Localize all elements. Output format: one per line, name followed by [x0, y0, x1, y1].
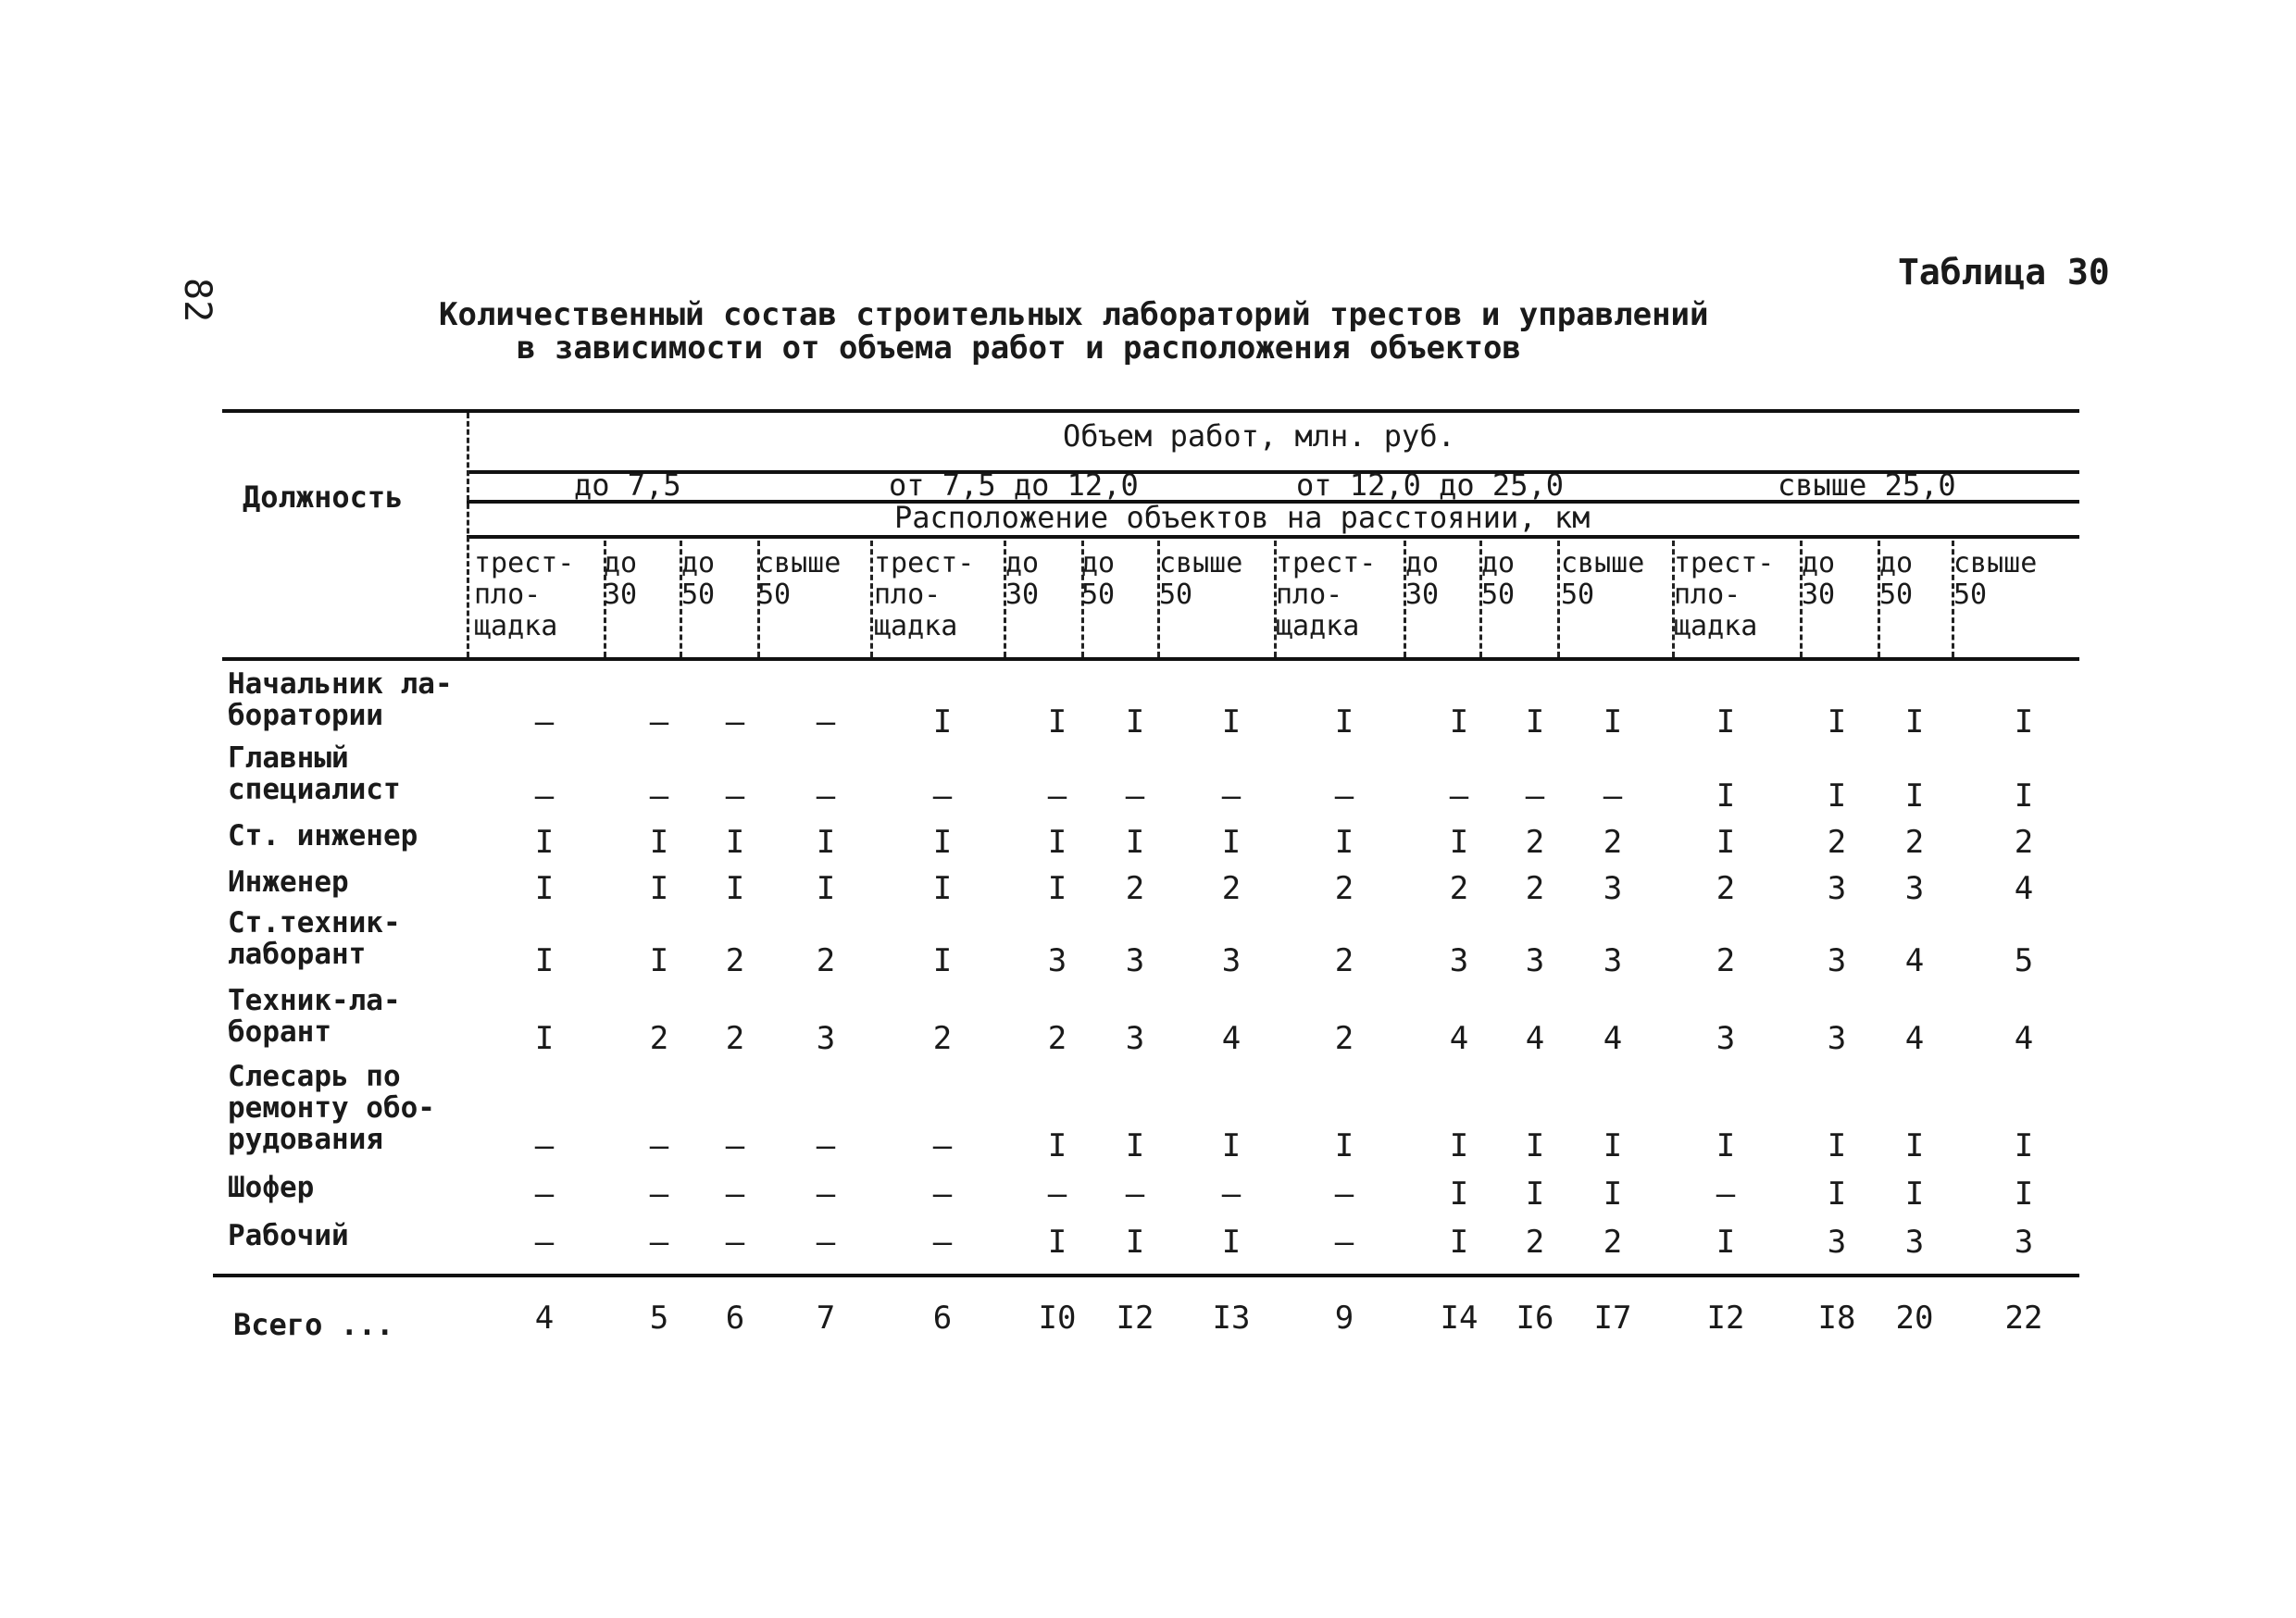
- distance-column-header: до 30: [1405, 547, 1440, 611]
- row-label: Слесарь по ремонту обо- рудования: [228, 1060, 435, 1156]
- table-cell: –: [932, 778, 953, 815]
- table-cell: –: [1603, 778, 1623, 815]
- table-cell: 2: [1125, 870, 1145, 907]
- table-cell: –: [534, 778, 555, 815]
- table-cell: I: [1125, 824, 1145, 861]
- table-cell: 3: [1047, 942, 1067, 979]
- table-cell: 3: [1716, 1020, 1736, 1057]
- table-cell: I: [1047, 824, 1067, 861]
- table-cell: I: [2014, 1176, 2034, 1213]
- table-cell: 2: [1334, 1020, 1354, 1057]
- table-cell: –: [649, 1224, 669, 1261]
- table-cell: 3: [1525, 942, 1545, 979]
- distance-column-header: трест- пло- щадка: [1276, 547, 1377, 642]
- table-cell: 2: [1716, 870, 1736, 907]
- table-cell: 2: [725, 942, 745, 979]
- table-cell: 3: [1827, 870, 1847, 907]
- table-cell: –: [725, 1176, 745, 1213]
- table-cell: I: [1716, 1127, 1736, 1164]
- table-cell: I: [1047, 1224, 1067, 1261]
- table-cell: 3: [1904, 1224, 1925, 1261]
- table-cell: 2: [1047, 1020, 1067, 1057]
- table-cell: I: [1221, 824, 1242, 861]
- table-cell: –: [1125, 1176, 1145, 1213]
- table-cell: –: [534, 1127, 555, 1164]
- table-cell: 2: [1904, 824, 1925, 861]
- total-cell: I4: [1440, 1300, 1479, 1337]
- table-cell: I: [1449, 1224, 1469, 1261]
- table-cell: I: [1125, 1127, 1145, 1164]
- table-cell: –: [1221, 778, 1242, 815]
- table-cell: I: [1716, 1224, 1736, 1261]
- page-number: 82: [176, 278, 218, 323]
- table-cell: I: [649, 942, 669, 979]
- location-bottom-rule: [467, 535, 2079, 539]
- table-cell: I: [1125, 703, 1145, 741]
- table-cell: 2: [1221, 870, 1242, 907]
- distance-column-header: свыше 50: [1159, 547, 1243, 611]
- distance-column-header: до 30: [604, 547, 638, 611]
- distance-column-header: трест- пло- щадка: [1674, 547, 1775, 642]
- table-cell: I: [932, 870, 953, 907]
- table-title-line-1: Количественный состав строительных лабораторий трестов и управлений: [439, 296, 1709, 333]
- row-label: Начальник ла- боратории: [228, 667, 453, 732]
- table-cell: 3: [1603, 870, 1623, 907]
- table-cell: –: [932, 1127, 953, 1164]
- table-cell: I: [649, 870, 669, 907]
- table-cell: –: [1047, 1176, 1067, 1213]
- location-header: Расположение объектов на расстоянии, км: [894, 500, 1591, 535]
- table-cell: I: [1603, 703, 1623, 741]
- total-cell: I7: [1593, 1300, 1632, 1337]
- header-bottom-rule: [222, 657, 2079, 661]
- table-cell: –: [816, 1224, 836, 1261]
- position-column-header: Должность: [243, 479, 404, 515]
- table-cell: –: [816, 1127, 836, 1164]
- table-cell: –: [534, 703, 555, 741]
- total-cell: 9: [1334, 1300, 1354, 1337]
- row-label: Рабочий: [228, 1219, 349, 1252]
- table-cell: 4: [1525, 1020, 1545, 1057]
- table-cell: –: [725, 1224, 745, 1261]
- total-cell: I2: [1706, 1300, 1745, 1337]
- table-cell: I: [2014, 703, 2034, 741]
- distance-column-header: свыше 50: [1953, 547, 2038, 611]
- table-cell: I: [1221, 1127, 1242, 1164]
- table-cell: 2: [1716, 942, 1736, 979]
- table-cell: I: [1716, 824, 1736, 861]
- table-cell: I: [932, 942, 953, 979]
- table-cell: I: [534, 942, 555, 979]
- table-cell: –: [816, 1176, 836, 1213]
- table-cell: –: [1449, 778, 1469, 815]
- total-cell: 6: [932, 1300, 953, 1337]
- total-cell: I2: [1116, 1300, 1154, 1337]
- table-cell: I: [1904, 1176, 1925, 1213]
- table-cell: 2: [1449, 870, 1469, 907]
- row-label: Техник-ла- борант: [228, 984, 401, 1049]
- distance-column-header: до 30: [1802, 547, 1836, 611]
- table-cell: I: [1525, 703, 1545, 741]
- table-cell: I: [1716, 778, 1736, 815]
- table-cell: 2: [1603, 1224, 1623, 1261]
- table-cell: I: [1221, 703, 1242, 741]
- volume-group-3: от 12,0 до 25,0: [1296, 467, 1564, 503]
- volume-header: Объем работ, млн. руб.: [1063, 418, 1455, 454]
- table-cell: 3: [1827, 942, 1847, 979]
- table-cell: –: [725, 778, 745, 815]
- row-label: Шофер: [228, 1171, 315, 1204]
- table-cell: I: [1449, 1127, 1469, 1164]
- table-cell: I: [1334, 1127, 1354, 1164]
- table-cell: –: [1525, 778, 1545, 815]
- table-cell: –: [649, 778, 669, 815]
- table-cell: –: [1334, 1224, 1354, 1261]
- total-cell: 5: [649, 1300, 669, 1337]
- table-cell: 4: [1904, 942, 1925, 979]
- table-cell: I: [534, 824, 555, 861]
- row-label: Ст. инженер: [228, 819, 418, 853]
- table-cell: I: [1525, 1127, 1545, 1164]
- table-cell: 2: [816, 942, 836, 979]
- total-label: Всего ...: [233, 1307, 394, 1342]
- distance-column-header: до 50: [681, 547, 716, 611]
- volume-group-2: от 7,5 до 12,0: [889, 467, 1139, 503]
- table-cell: I: [1827, 703, 1847, 741]
- table-cell: –: [816, 703, 836, 741]
- table-cell: I: [1603, 1176, 1623, 1213]
- table-cell: 2: [1334, 870, 1354, 907]
- table-cell: I: [1334, 824, 1354, 861]
- table-cell: I: [725, 824, 745, 861]
- table-cell: –: [1716, 1176, 1736, 1213]
- table-cell: I: [1449, 824, 1469, 861]
- row-label: Ст.техник- лаборант: [228, 906, 401, 971]
- table-cell: 2: [725, 1020, 745, 1057]
- column-rule: [1557, 541, 1560, 657]
- table-number: Таблица 30: [1898, 252, 2110, 292]
- total-cell: I6: [1516, 1300, 1554, 1337]
- total-top-rule: [213, 1274, 2079, 1277]
- total-cell: 22: [2004, 1300, 2043, 1337]
- table-cell: 4: [2014, 1020, 2034, 1057]
- table-cell: I: [1449, 703, 1469, 741]
- stub-column-rule: [467, 413, 469, 657]
- table-cell: I: [1334, 703, 1354, 741]
- table-cell: 4: [1904, 1020, 1925, 1057]
- table-cell: –: [534, 1176, 555, 1213]
- table-cell: –: [932, 1224, 953, 1261]
- table-cell: –: [649, 703, 669, 741]
- volume-group-1: до 7,5: [574, 467, 681, 503]
- table-cell: 2: [1525, 1224, 1545, 1261]
- table-cell: –: [1047, 778, 1067, 815]
- table-cell: 2: [1525, 824, 1545, 861]
- table-cell: I: [1603, 1127, 1623, 1164]
- total-cell: 7: [816, 1300, 836, 1337]
- table-cell: I: [1525, 1176, 1545, 1213]
- distance-column-header: свыше 50: [757, 547, 842, 611]
- table-cell: –: [725, 1127, 745, 1164]
- table-cell: 3: [1125, 942, 1145, 979]
- table-cell: I: [2014, 1127, 2034, 1164]
- table-cell: I: [534, 870, 555, 907]
- table-cell: I: [1827, 1176, 1847, 1213]
- table-cell: 5: [2014, 942, 2034, 979]
- table-cell: I: [725, 870, 745, 907]
- distance-column-header: свыше 50: [1561, 547, 1645, 611]
- total-cell: 6: [725, 1300, 745, 1337]
- total-cell: I3: [1212, 1300, 1251, 1337]
- table-cell: I: [932, 703, 953, 741]
- table-cell: 3: [1449, 942, 1469, 979]
- row-label: Инженер: [228, 865, 349, 899]
- table-cell: 4: [1449, 1020, 1469, 1057]
- table-cell: 3: [1904, 870, 1925, 907]
- distance-column-header: до 50: [1879, 547, 1914, 611]
- table-cell: 2: [1827, 824, 1847, 861]
- table-cell: 2: [649, 1020, 669, 1057]
- table-cell: I: [649, 824, 669, 861]
- table-cell: I: [1047, 703, 1067, 741]
- table-cell: I: [1221, 1224, 1242, 1261]
- table-cell: I: [1047, 1127, 1067, 1164]
- table-cell: I: [1827, 1127, 1847, 1164]
- table-cell: –: [534, 1224, 555, 1261]
- table-cell: 2: [1525, 870, 1545, 907]
- table-cell: –: [932, 1176, 953, 1213]
- table-cell: 3: [1827, 1020, 1847, 1057]
- total-cell: 4: [534, 1300, 555, 1337]
- table-cell: –: [649, 1176, 669, 1213]
- table-cell: 3: [1125, 1020, 1145, 1057]
- table-cell: 4: [1603, 1020, 1623, 1057]
- table-cell: I: [1827, 778, 1847, 815]
- table-cell: 3: [2014, 1224, 2034, 1261]
- table-cell: I: [1125, 1224, 1145, 1261]
- row-label: Главный специалист: [228, 741, 401, 806]
- distance-column-header: трест- пло- щадка: [474, 547, 575, 642]
- table-cell: 4: [2014, 870, 2034, 907]
- table-cell: I: [1904, 1127, 1925, 1164]
- table-cell: I: [932, 824, 953, 861]
- table-cell: 3: [1827, 1224, 1847, 1261]
- table-cell: 2: [1334, 942, 1354, 979]
- table-cell: I: [2014, 778, 2034, 815]
- distance-column-header: до 50: [1481, 547, 1516, 611]
- table-cell: I: [1716, 703, 1736, 741]
- table-cell: –: [1334, 778, 1354, 815]
- column-rule: [870, 541, 873, 657]
- table-top-rule: [222, 409, 2079, 413]
- table-cell: I: [1449, 1176, 1469, 1213]
- table-cell: 3: [1221, 942, 1242, 979]
- table-cell: 2: [1603, 824, 1623, 861]
- total-cell: I8: [1817, 1300, 1856, 1337]
- table-cell: 2: [932, 1020, 953, 1057]
- table-cell: –: [1221, 1176, 1242, 1213]
- table-cell: I: [1047, 870, 1067, 907]
- table-cell: 4: [1221, 1020, 1242, 1057]
- table-cell: I: [1904, 778, 1925, 815]
- volume-group-4: свыше 25,0: [1778, 467, 1956, 503]
- table-cell: I: [534, 1020, 555, 1057]
- total-cell: 20: [1895, 1300, 1934, 1337]
- distance-column-header: до 30: [1005, 547, 1040, 611]
- table-cell: –: [1334, 1176, 1354, 1213]
- table-cell: –: [649, 1127, 669, 1164]
- table-cell: I: [816, 824, 836, 861]
- table-cell: –: [816, 778, 836, 815]
- table-cell: –: [1125, 778, 1145, 815]
- distance-column-header: до 50: [1081, 547, 1116, 611]
- table-cell: I: [816, 870, 836, 907]
- total-cell: I0: [1038, 1300, 1077, 1337]
- table-cell: –: [725, 703, 745, 741]
- table-cell: I: [1904, 703, 1925, 741]
- distance-column-header: трест- пло- щадка: [874, 547, 975, 642]
- table-cell: 3: [816, 1020, 836, 1057]
- table-cell: 3: [1603, 942, 1623, 979]
- table-title-line-2: в зависимости от объема работ и расположения объектов: [517, 330, 1521, 367]
- table-cell: 2: [2014, 824, 2034, 861]
